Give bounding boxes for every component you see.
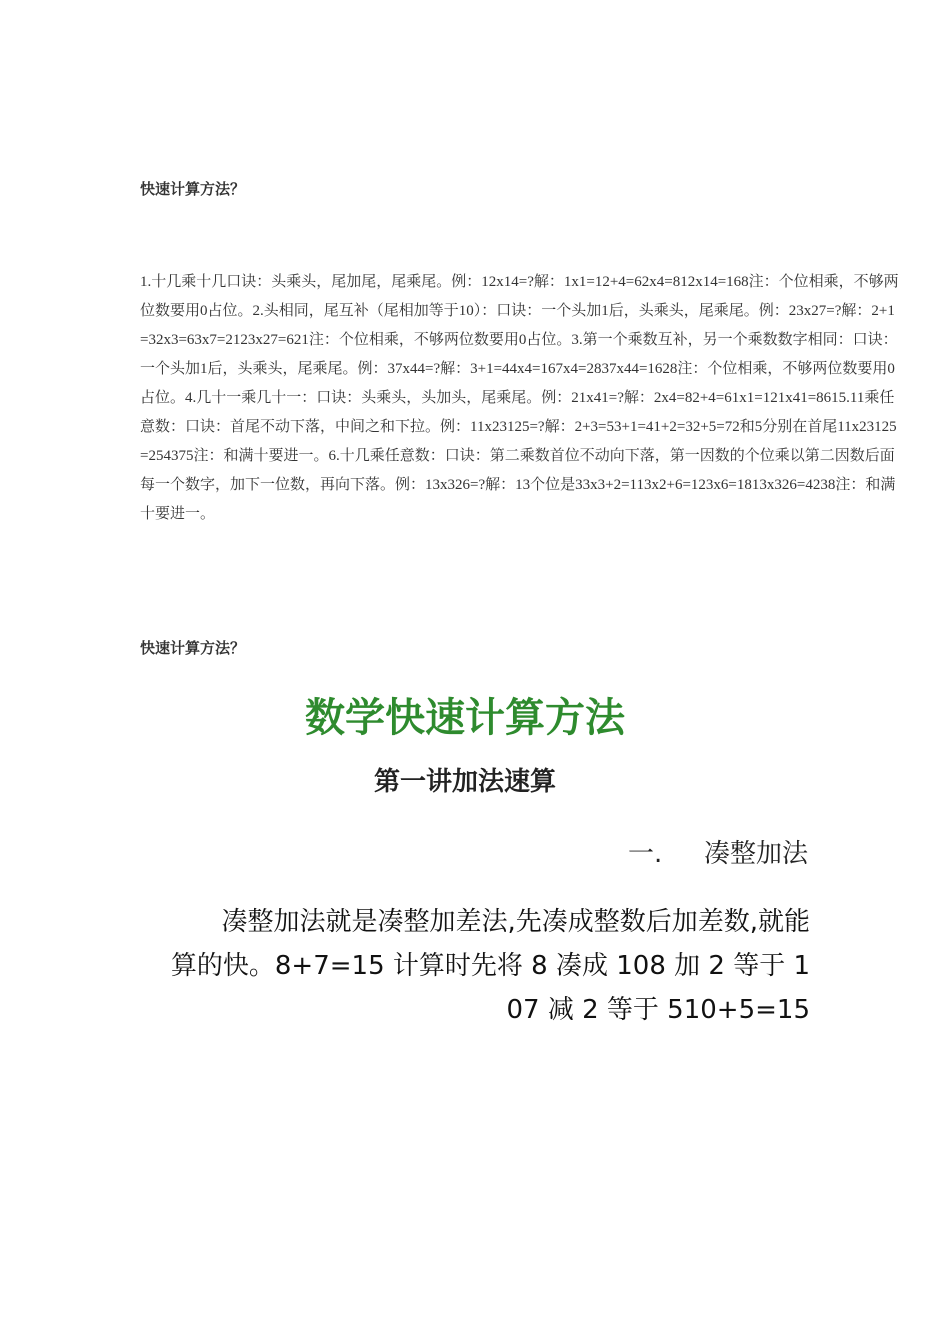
- section-title: 凑整加法: [703, 839, 808, 869]
- body-line: 算的快。8+7=15 计算时先将 8 凑成 108 加 2 等于 1: [170, 951, 810, 981]
- document-title: 数学快速计算方法: [305, 695, 625, 741]
- lecture-subtitle: 第一讲加法速算: [373, 767, 556, 797]
- body-line: 凑整加法就是凑整加差法,先凑成整数后加差数,就能: [221, 907, 810, 937]
- body-line: 07 减 2 等于 510+5=15: [506, 995, 810, 1025]
- question-heading: 快速计算方法？: [140, 180, 246, 198]
- section-number: 一.: [627, 839, 663, 869]
- section-body: [150, 900, 810, 1032]
- answer-paragraph: 1.十几乘十几口诀：头乘头，尾加尾，尾乘尾。例：12x14=?解：1x1=12+4=62x4=812x14=168注：个位相乘，不够两位数要用0占位。2.头相同，尾互补（尾相加等于10）：口诀：一个头加1后，头乘头，尾乘尾。例：23x27=?解：2+1=32x3=63x7=2123x27=621注：个位相乘，不够两位数要用0占位。3.第一个乘数互补，另一个乘数数字相同：口诀：一个头加1后，头乘头，尾乘尾。例：37x44=?解：3+1=44x4=167x4=2837x44=1628注：个位相乘，不够两位数要用0占位。4.几十一乘几十一：口诀：头乘头，头加头，尾乘尾。例：21x41=?解：2x4=82+4=61x1=121x41=8615.11乘任意数：口诀：首尾不动下落，中间之和下拉。例：11x23125=?解：2+3=53+1=41+2=32+5=72和5分别在首尾11x23125=254375注：和满十要进一。6.十几乘任意数：口诀：第二乘数首位不动向下落，第一因数的个位乘以第二因数后面每一个数字，加下一位数，再向下落。例：13x326=?解：13个位是33x3+2=113x2+6=123x6=1813x326=4238注：和满十要进一。: [140, 274, 899, 522]
- section-heading: [628, 833, 808, 870]
- question-heading-repeat: 快速计算方法？: [140, 639, 246, 657]
